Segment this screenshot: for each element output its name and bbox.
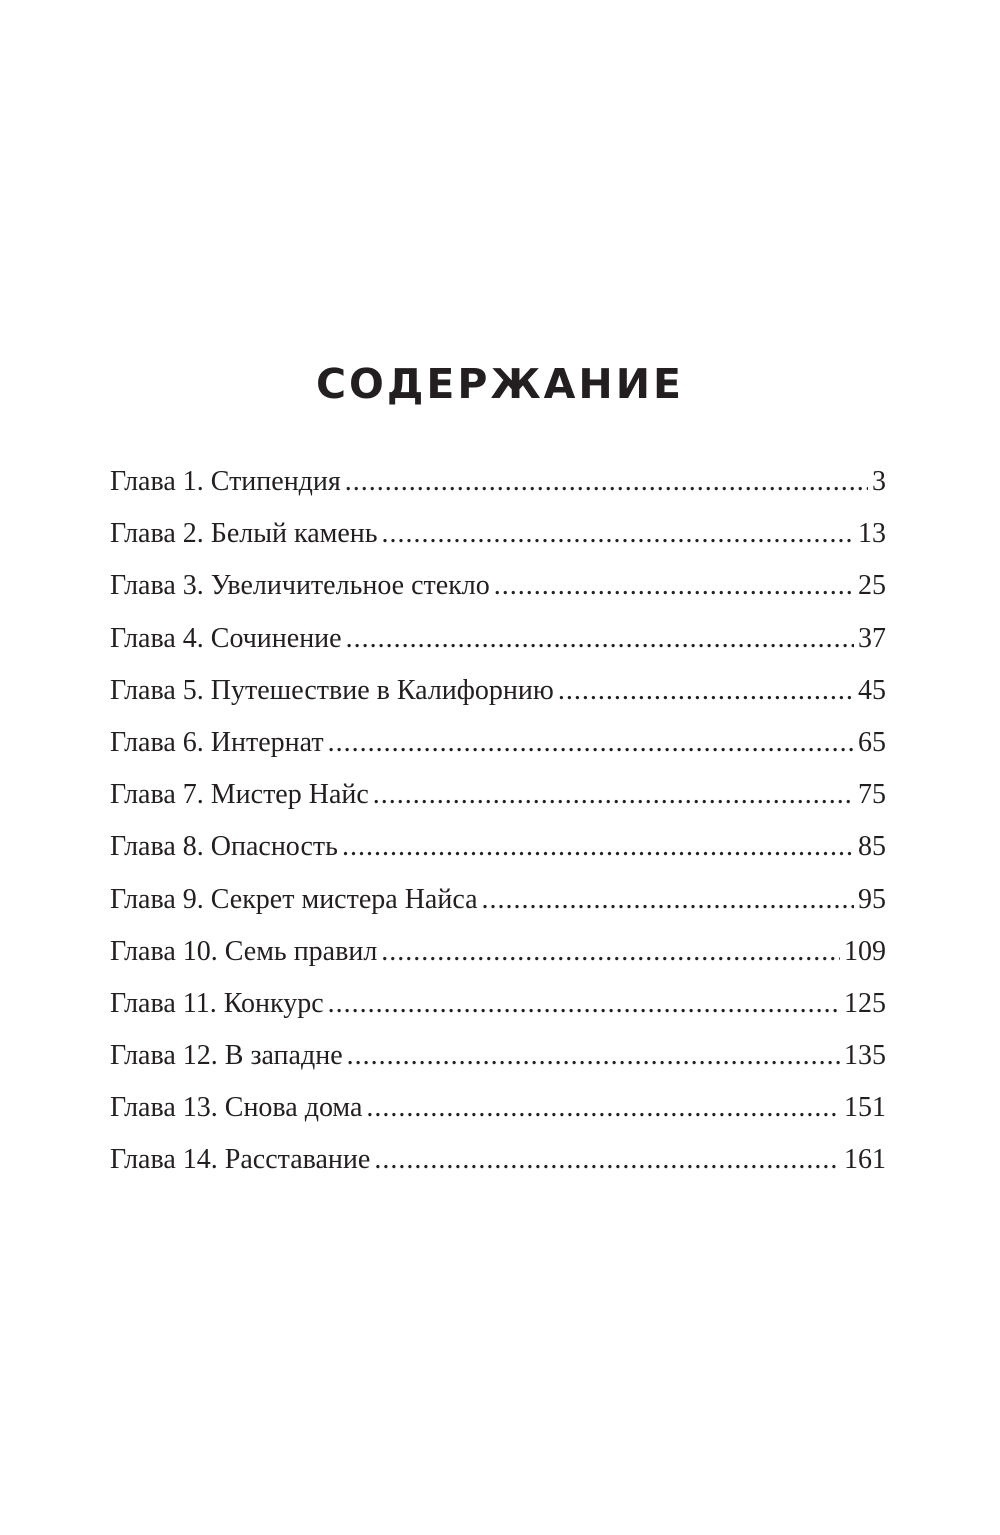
toc-entry-page: 25 <box>858 570 886 602</box>
toc-dot-leader <box>328 717 854 769</box>
toc-entry-13 <box>110 1082 886 1134</box>
toc-entry-3 <box>110 560 886 612</box>
toc-dot-leader <box>558 665 854 717</box>
toc-entry-page: 151 <box>844 1092 886 1124</box>
toc-entry-title: Глава 7. Мистер Найс <box>110 779 369 811</box>
toc-entry-page: 85 <box>858 831 886 863</box>
toc-dot-leader <box>345 456 868 508</box>
toc-entry-page: 45 <box>858 674 886 706</box>
toc-entry-2 <box>110 508 886 560</box>
toc-entry-page: 3 <box>872 466 886 497</box>
toc-entry-page: 161 <box>844 1144 886 1176</box>
toc-entry-title: Глава 9. Секрет мистера Найса <box>110 883 478 915</box>
toc-entry-page: 109 <box>844 935 886 967</box>
toc-entry-1 <box>110 456 886 508</box>
toc-entry-title: Глава 11. Конкурс <box>110 987 324 1019</box>
table-of-contents <box>110 456 886 1187</box>
toc-dot-leader <box>374 1134 840 1186</box>
toc-entry-6 <box>110 717 886 769</box>
toc-dot-leader <box>346 613 854 665</box>
toc-heading: СОДЕРЖАНИЕ <box>315 360 685 408</box>
toc-dot-leader <box>381 926 840 978</box>
toc-dot-leader <box>373 769 854 821</box>
toc-entry-12 <box>110 1030 886 1082</box>
toc-entry-page: 135 <box>844 1040 886 1072</box>
toc-entry-10 <box>110 926 886 978</box>
toc-entry-title: Глава 2. Белый камень <box>110 518 378 550</box>
toc-entry-title: Глава 5. Путешествие в Калифорнию <box>110 674 554 706</box>
toc-entry-title: Глава 14. Расставание <box>110 1144 371 1176</box>
toc-entry-page: 125 <box>844 987 886 1019</box>
toc-entry-title: Глава 12. В западне <box>110 1040 343 1072</box>
toc-entry-title: Глава 10. Семь правил <box>110 935 378 967</box>
toc-entry-5 <box>110 665 886 717</box>
toc-dot-leader <box>342 821 854 873</box>
toc-entry-9 <box>110 874 886 926</box>
toc-dot-leader <box>482 874 854 926</box>
toc-entry-14 <box>110 1134 886 1186</box>
toc-dot-leader <box>328 978 840 1030</box>
toc-dot-leader <box>494 560 854 612</box>
toc-entry-title: Глава 3. Увеличительное стекло <box>110 570 490 602</box>
toc-entry-title: Глава 4. Сочинение <box>110 622 342 654</box>
toc-dot-leader <box>347 1030 840 1082</box>
toc-entry-title: Глава 1. Стипендия <box>110 466 341 497</box>
toc-entry-7 <box>110 769 886 821</box>
toc-entry-title: Глава 6. Интернат <box>110 726 324 758</box>
toc-dot-leader <box>366 1082 840 1134</box>
toc-entry-page: 65 <box>858 726 886 758</box>
toc-entry-title: Глава 8. Опасность <box>110 831 338 863</box>
toc-entry-11 <box>110 978 886 1030</box>
toc-entry-page: 95 <box>858 883 886 915</box>
toc-entry-title: Глава 13. Снова дома <box>110 1092 363 1124</box>
toc-entry-page: 37 <box>858 622 886 654</box>
toc-entry-4 <box>110 613 886 665</box>
toc-entry-page: 75 <box>858 779 886 811</box>
toc-entry-8 <box>110 821 886 873</box>
toc-entry-page: 13 <box>858 518 886 550</box>
toc-dot-leader <box>382 508 854 560</box>
